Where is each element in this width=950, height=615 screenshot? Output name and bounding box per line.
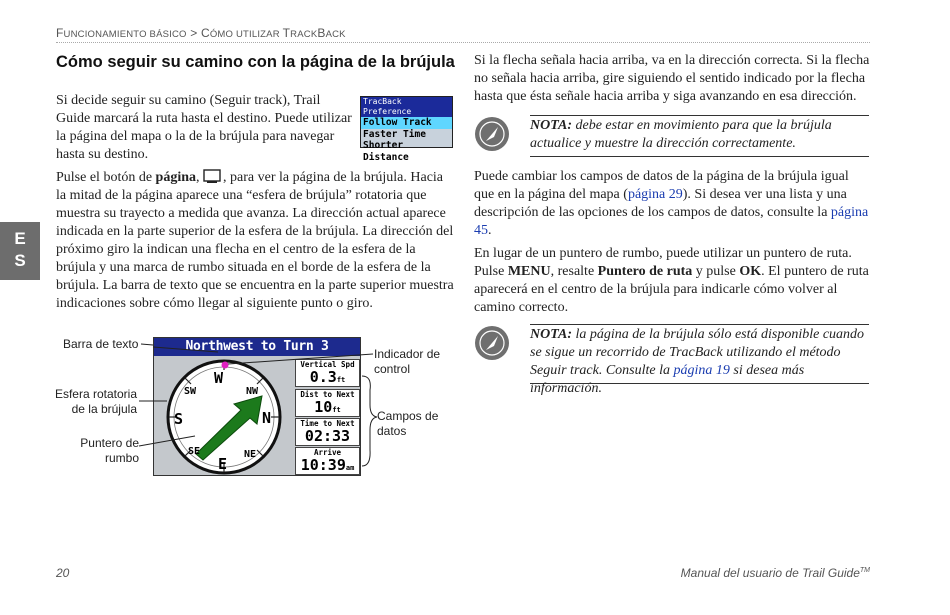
note-1-bottom-rule bbox=[530, 156, 869, 157]
note-2-top-rule bbox=[530, 324, 869, 325]
right-p2-text-a: Puede cambiar los campos de datos de la página de la brújula igual que en la página del mapa ( bbox=[474, 169, 849, 202]
breadcrumb-page-rack: RACK bbox=[290, 29, 318, 40]
note-2-text: la página de la brújula sólo está disponible cuando se sigue un recorrido de TracBack utilizando el método Seguir track. Consulte la bbox=[530, 327, 865, 378]
callout-indicator-line1: Indicador de bbox=[374, 347, 441, 361]
text-bar: Northwest to Turn 3 bbox=[154, 338, 360, 356]
right-paragraph-2 bbox=[474, 168, 870, 240]
left-p2-text-b: , para ver la página de la brújula. Hacia la mitad de la página aparece una “esfera de brújula” rotatoria que muestra su trayecto a medida que avanza. La dirección actual aparece indicada en la parte superior de la esfera de la brújula. La dirección del próximo giro la indican una flecha en el centro de la esfera de la brújula y una marca de rumbo situada en el borde de la esfera de la brújula. La barra de texto que se encuentra en la parte superior muestra indicaciones sobre cómo llegar al siguiente punto o giro. bbox=[56, 170, 454, 311]
breadcrumb-section: UNCIONAMIENTO BÁSICO bbox=[63, 29, 187, 40]
compass-sw-label: SW bbox=[184, 386, 197, 397]
compass-ne-label: NE bbox=[244, 449, 257, 460]
right-p3-text-c: y pulse bbox=[692, 264, 740, 279]
note-1-label: NOTA: bbox=[530, 118, 572, 133]
data-field-unit: am bbox=[345, 464, 355, 472]
data-field-number: 10 bbox=[314, 398, 333, 416]
language-tab-line2: S bbox=[14, 251, 26, 270]
data-field-number: 10:39 bbox=[300, 456, 346, 474]
data-field-label: Time to Next bbox=[300, 419, 355, 428]
data-field-label: Arrive bbox=[313, 448, 342, 457]
note-1 bbox=[530, 117, 870, 153]
note-2-label: NOTA: bbox=[530, 327, 572, 342]
right-p2-text-b: ). Si desea ver una lista y una descripción de las opciones de los campos de datos, consulte la bbox=[474, 187, 847, 220]
left-p2-text-a: Pulse el botón de bbox=[56, 170, 156, 185]
link-page-29[interactable]: página 29 bbox=[627, 187, 683, 202]
callout-dial-line1: Esfera rotatoria bbox=[54, 387, 137, 401]
right-p3-bold-ok: OK bbox=[739, 264, 762, 279]
compass-note-icon bbox=[475, 326, 509, 360]
left-p2-bold: página bbox=[155, 170, 197, 185]
callout-pointer-line1: Puntero de bbox=[80, 436, 139, 450]
callout-pointer-line2: rumbo bbox=[104, 451, 139, 465]
note-1-icon bbox=[475, 117, 509, 151]
right-p3-bold-menu: MENU bbox=[507, 264, 551, 279]
note-2-text-end: si desea más información. bbox=[530, 363, 805, 396]
data-field-number: 02:33 bbox=[304, 427, 351, 445]
callout-text-bar: Barra de texto bbox=[63, 337, 139, 351]
link-page-19[interactable]: página 19 bbox=[673, 363, 730, 378]
note-2-bottom-rule bbox=[530, 383, 869, 384]
breadcrumb-section-initial: F bbox=[56, 26, 64, 40]
note-1-top-rule bbox=[530, 115, 869, 116]
manual-title bbox=[681, 566, 870, 580]
breadcrumb-page: ÓMO UTILIZAR bbox=[209, 29, 283, 40]
page-number: 20 bbox=[56, 566, 70, 580]
right-p3-text-b: , resalte bbox=[550, 264, 598, 279]
note-2 bbox=[530, 326, 870, 398]
fields-brace bbox=[362, 376, 377, 466]
compass-n-label: N bbox=[262, 409, 272, 427]
right-paragraph-3 bbox=[474, 245, 870, 317]
compass-w-label: W bbox=[214, 369, 224, 387]
link-page-45[interactable]: página 45 bbox=[474, 205, 869, 238]
callout-indicator bbox=[374, 347, 440, 377]
right-p3-bold-course-pointer: Puntero de ruta bbox=[597, 264, 693, 279]
leader-text-bar bbox=[141, 344, 153, 345]
right-p3-text-a: En lugar de un puntero de rumbo, puede utilizar un puntero de ruta. Pulse bbox=[474, 246, 852, 279]
compass-se-label: SE bbox=[188, 446, 201, 457]
compass-nw-label: NW bbox=[246, 386, 259, 397]
data-field-unit: ft bbox=[336, 376, 346, 384]
breadcrumb-page-ack: ACK bbox=[325, 29, 346, 40]
callout-fields-line2: datos bbox=[377, 424, 407, 438]
section-heading: Cómo seguir su camino con la página de la brújula bbox=[56, 53, 455, 71]
data-field-number: 0.3 bbox=[309, 368, 337, 386]
option-faster-time: Faster Time bbox=[363, 128, 426, 140]
data-field-label: Vertical Spd bbox=[300, 360, 355, 369]
callout-indicator-line2: control bbox=[374, 362, 411, 376]
option-shorter-distance: Shorter Distance bbox=[363, 140, 409, 163]
leader-pointer bbox=[139, 436, 195, 446]
callout-fields-line1: Campos de bbox=[377, 409, 439, 423]
left-paragraph-1: Si decide seguir su camino (Seguir track), Trail Guide marcará la ruta hasta el destino. Puede utilizar la página del mapa o la de la brújula para navegar hasta su destino. bbox=[56, 93, 352, 162]
manual-title-text: Manual del usuario de Trail Guide bbox=[680, 566, 860, 580]
callout-bearing-pointer bbox=[40, 436, 139, 466]
language-tab-line1: E bbox=[14, 229, 26, 248]
data-field-label: Dist to Next bbox=[300, 390, 355, 399]
breadcrumb-page-initial: C bbox=[200, 26, 210, 40]
right-p3-text-d: . El puntero de ruta aparecerá en el centro de la brújula para indicarle cómo volver al camino correcto. bbox=[474, 264, 869, 315]
breadcrumb-page-b: B bbox=[317, 26, 326, 40]
left-paragraph-2: Pulse el botón de página, , para ver la página de la brújula. Hacia la mitad de la página aparece una “esfera de brújula” rotatoria que muestra su trayecto a medida que avanza. La dirección actual aparece indicada en la parte superior de la esfera de la brújula. La dirección del próximo giro la indican una flecha en el centro de la esfera de la brújula y una marca de rumbo situada en el borde de la esfera de la brújula. La barra de texto que se encuentra en la parte superior muestra indicaciones sobre cómo llegar al siguiente punto o giro. bbox=[56, 170, 454, 311]
callout-compass-dial bbox=[40, 387, 137, 417]
tracback-preference-title: TracBack Preference bbox=[361, 97, 452, 117]
note-2-icon bbox=[475, 326, 509, 360]
callout-dial-line2: de la brújula bbox=[71, 402, 137, 416]
compass-e-label: E bbox=[218, 455, 228, 473]
trademark-mark: TM bbox=[859, 567, 870, 574]
right-paragraph-1: Si la flecha señala hacia arriba, va en la dirección correcta. Si la flecha no señala hacia arriba, gire siguiendo el sentido indicado por la flecha hasta que ésta señale hacia arriba y siga avanzando en esa dirección. bbox=[474, 53, 870, 104]
compass-note-icon bbox=[475, 117, 509, 151]
breadcrumb-separator: > bbox=[186, 26, 201, 40]
leader-indicator bbox=[228, 354, 373, 364]
breadcrumb-page-t: T bbox=[282, 26, 291, 40]
compass-s-label: S bbox=[174, 410, 184, 428]
right-p2-text-c: . bbox=[488, 223, 492, 238]
option-follow-track: Follow Track bbox=[361, 117, 452, 129]
callout-data-fields bbox=[377, 409, 438, 439]
note-1-text: debe estar en movimiento para que la brújula actualice y muestre la dirección correctamente. bbox=[530, 118, 832, 151]
data-field-unit: ft bbox=[332, 406, 341, 414]
